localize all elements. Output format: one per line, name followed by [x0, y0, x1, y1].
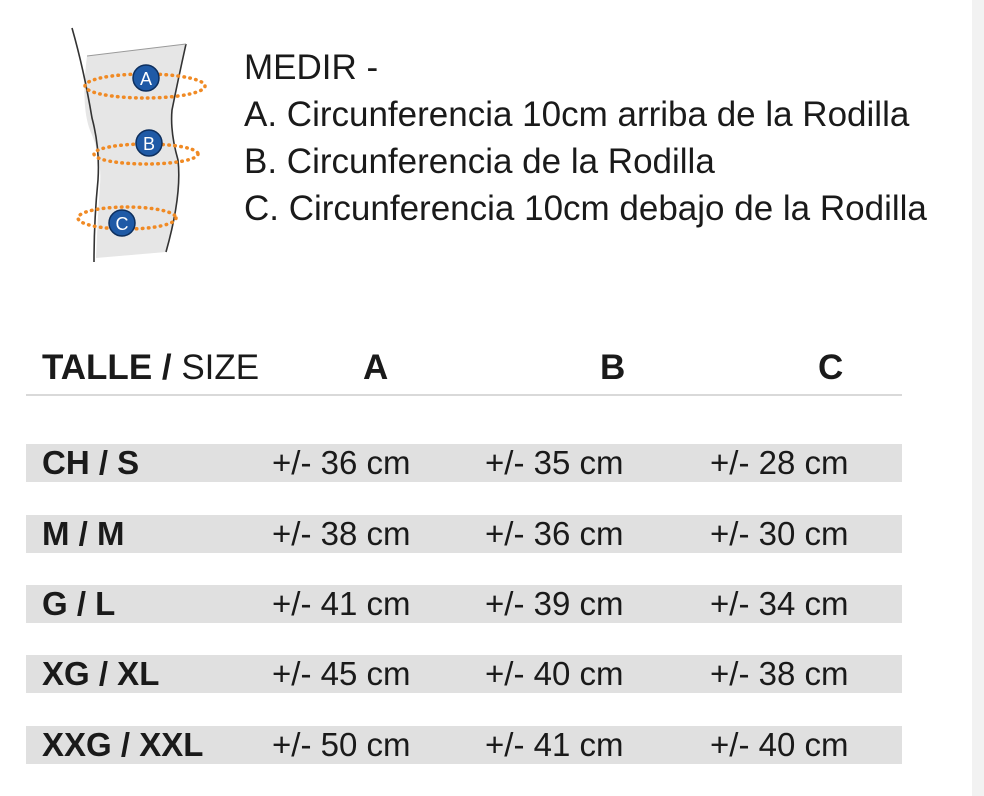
cell-a: +/- 41 cm: [272, 585, 411, 622]
cell-c: +/- 34 cm: [710, 585, 849, 622]
instructions-heading: MEDIR -: [244, 48, 379, 87]
svg-text:A: A: [139, 69, 153, 89]
table-row: [26, 444, 902, 482]
table-row: [26, 585, 902, 623]
cell-c: +/- 40 cm: [710, 726, 849, 763]
cell-c: +/- 28 cm: [710, 444, 849, 481]
cell-b: +/- 35 cm: [485, 444, 624, 481]
header-size-regular: SIZE: [171, 348, 260, 387]
cell-size: CH / S: [42, 444, 140, 481]
cell-b: +/- 40 cm: [485, 655, 624, 692]
header-size: [42, 348, 259, 388]
cell-size: G / L: [42, 585, 116, 622]
header-col-c: C: [818, 348, 844, 387]
cell-size: M / M: [42, 515, 125, 552]
cell-size: XXG / XXL: [42, 726, 204, 763]
cell-a: +/- 38 cm: [272, 515, 411, 552]
header-col-b: B: [600, 348, 626, 387]
table-row: [26, 515, 902, 553]
table-row: [26, 655, 902, 693]
size-table-header: [26, 340, 902, 396]
svg-text:C: C: [115, 214, 129, 234]
cell-size: XG / XL: [42, 655, 160, 692]
marker-b: [136, 130, 162, 156]
cell-b: +/- 36 cm: [485, 515, 624, 552]
table-row: [26, 726, 902, 764]
cell-c: +/- 38 cm: [710, 655, 849, 692]
measurement-instructions: [244, 44, 927, 232]
instruction-line-b: B. Circunferencia de la Rodilla: [244, 142, 715, 181]
header-size-bold: TALLE /: [42, 348, 172, 387]
page-edge-strip: [972, 0, 984, 796]
svg-text:B: B: [142, 134, 156, 154]
cell-b: +/- 41 cm: [485, 726, 624, 763]
cell-a: +/- 50 cm: [272, 726, 411, 763]
instruction-line-a: A. Circunferencia 10cm arriba de la Rodilla: [244, 95, 910, 134]
cell-a: +/- 45 cm: [272, 655, 411, 692]
marker-c: [109, 210, 135, 236]
cell-a: +/- 36 cm: [272, 444, 411, 481]
instruction-line-c: C. Circunferencia 10cm debajo de la Rodilla: [244, 189, 927, 228]
cell-b: +/- 39 cm: [485, 585, 624, 622]
marker-a: [133, 65, 159, 91]
header-col-a: A: [363, 348, 389, 387]
knee-diagram: [60, 20, 220, 270]
cell-c: +/- 30 cm: [710, 515, 849, 552]
